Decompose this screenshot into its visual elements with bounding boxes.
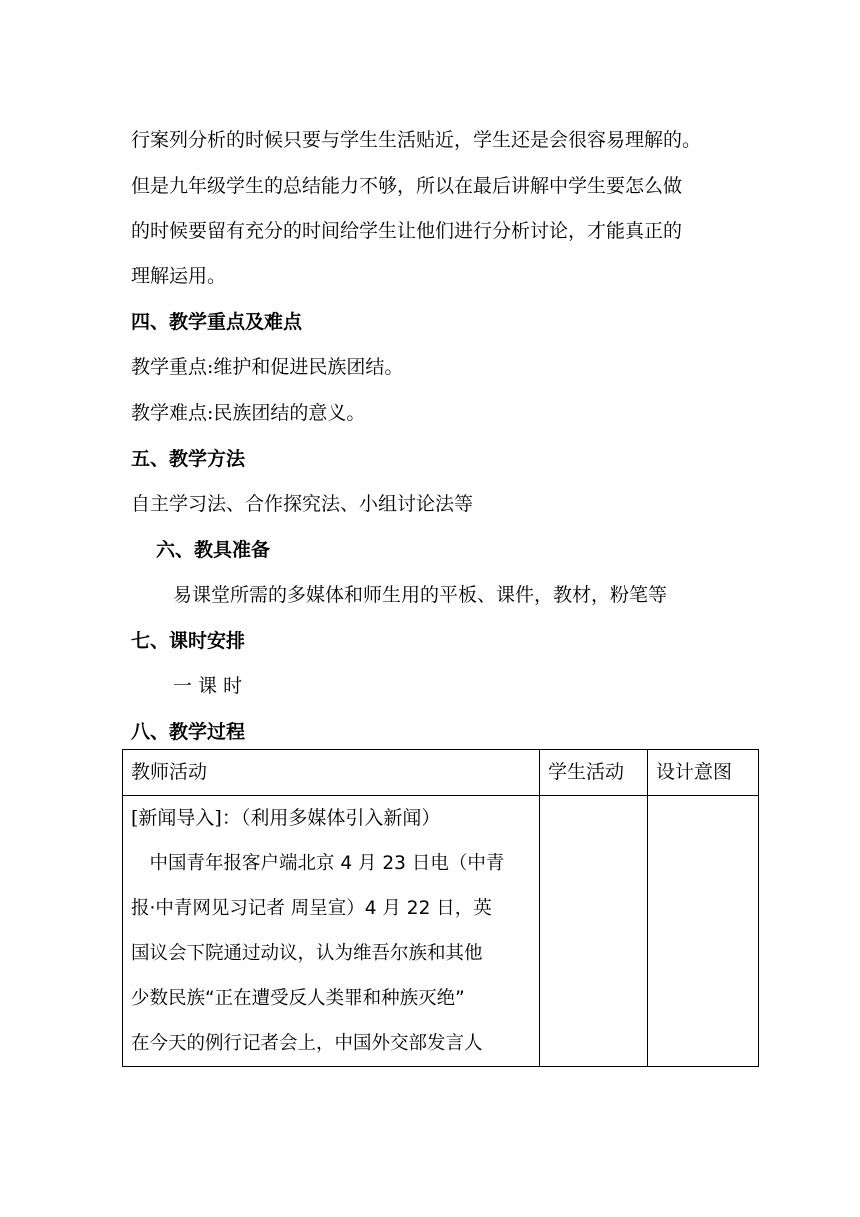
difficulty-text: 教学难点:民族团结的意义。 (131, 402, 366, 424)
table-header-row (123, 750, 759, 796)
news-line: 国议会下院通过动议，认为维吾尔族和其他 (131, 943, 483, 964)
teaching-process-table (122, 749, 759, 1067)
header-student-activity: 学生活动 (540, 750, 648, 796)
teacher-activity-cell (123, 796, 540, 1067)
method-text: 自主学习法、合作探究法、小组讨论法等 (131, 493, 474, 515)
header-design-intent: 设计意图 (648, 750, 759, 796)
news-line: 报·中青网见习记者 周呈宣）4 月 22 日，英 (131, 898, 492, 919)
section-heading: 六、教具准备 (156, 539, 271, 561)
paragraph-line: 但是九年级学生的总结能力不够，所以在最后讲解中学生要怎么做 (131, 175, 683, 197)
student-activity-cell (540, 796, 648, 1067)
section-heading: 五、教学方法 (131, 448, 246, 470)
section-heading: 七、课时安排 (131, 630, 246, 652)
design-intent-cell (648, 796, 759, 1067)
news-line: 中国青年报客户端北京 4 月 23 日电（中青 (131, 853, 505, 874)
schedule-text: 一 课 时 (173, 675, 243, 697)
tools-text: 易课堂所需的多媒体和师生用的平板、课件，教材，粉笔等 (173, 584, 668, 606)
news-intro: [新闻导入]：（利用多媒体引入新闻） (131, 807, 441, 829)
paragraph-line: 理解运用。 (131, 265, 227, 287)
key-point-text: 教学重点:维护和促进民族团结。 (131, 356, 404, 378)
section-heading: 四、教学重点及难点 (131, 311, 303, 333)
section-heading: 八、教学过程 (131, 721, 246, 743)
news-line: 少数民族“正在遭受反人类罪和种族灭绝” (131, 988, 465, 1009)
news-body (123, 841, 539, 1066)
paragraph-line: 的时候要留有充分的时间给学生让他们进行分析讨论，才能真正的 (131, 220, 683, 242)
header-teacher-activity: 教师活动 (123, 750, 540, 796)
paragraph-line: 行案列分析的时候只要与学生生活贴近，学生还是会很容易理解的。 (131, 129, 702, 151)
table-row (123, 796, 759, 1067)
news-line: 在今天的例行记者会上，中国外交部发言人 (131, 1033, 483, 1054)
